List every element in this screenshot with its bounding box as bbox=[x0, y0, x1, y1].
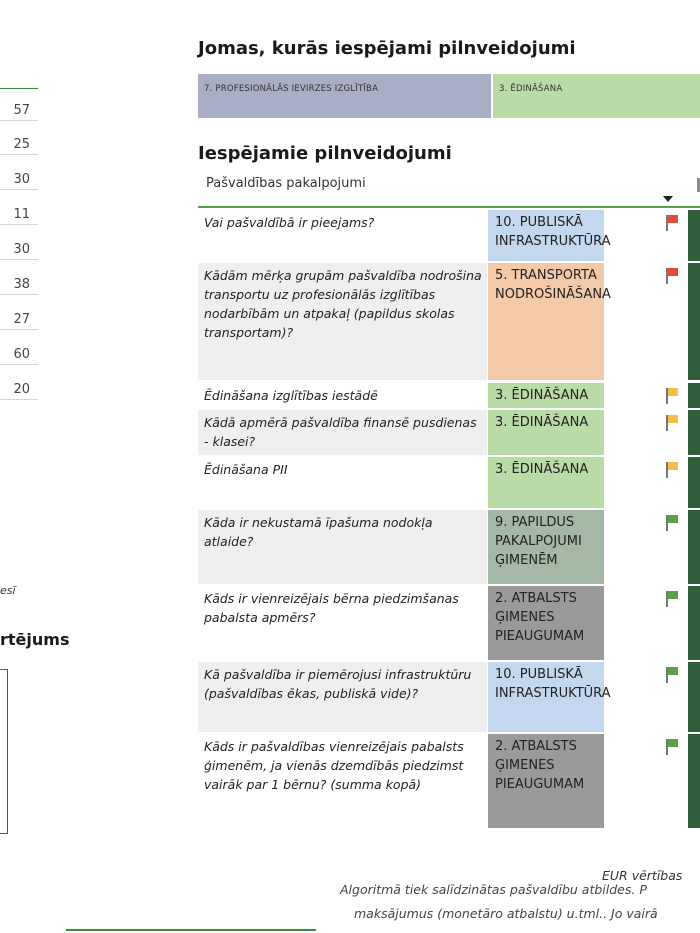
sort-down-icon[interactable] bbox=[663, 196, 673, 202]
question-cell: Ēdināšana PII bbox=[204, 462, 288, 477]
table-row[interactable] bbox=[198, 586, 700, 660]
green-flag-icon bbox=[666, 591, 680, 607]
green-flag-icon bbox=[666, 515, 680, 531]
red-flag-icon bbox=[666, 268, 680, 284]
next-column-cell bbox=[688, 457, 700, 508]
next-column-cell bbox=[688, 662, 700, 732]
left-heading: rtējums bbox=[0, 630, 70, 649]
divider bbox=[0, 88, 38, 89]
score-value: 38 bbox=[0, 274, 38, 295]
area-tag-label: 7. PROFESIONĀLĀS IEVIRZES IZGLĪTĪBA bbox=[204, 84, 379, 94]
improvements-title: Iespējamie pilnveidojumi bbox=[198, 143, 452, 164]
left-note: esī bbox=[0, 584, 16, 597]
column-header-services[interactable]: Pašvaldības pakalpojumi bbox=[206, 176, 366, 191]
next-column-cell bbox=[688, 586, 700, 660]
category-cell: 2. ATBALSTS ĢIMENES PIEAUGUMAM bbox=[488, 586, 604, 660]
category-cell: 3. ĒDINĀŠANA bbox=[488, 383, 604, 408]
category-cell: 10. PUBLISKĀ INFRASTRUKTŪRA bbox=[488, 662, 604, 732]
table-row[interactable] bbox=[198, 383, 700, 408]
question-cell: Vai pašvaldībā ir pieejams? bbox=[204, 215, 375, 230]
next-column-cell bbox=[688, 383, 700, 408]
category-cell: 2. ATBALSTS ĢIMENES PIEAUGUMAM bbox=[488, 734, 604, 828]
areas-title: Jomas, kurās iespējami pilnveidojumi bbox=[198, 38, 576, 59]
question-cell: Kāds ir pašvaldības vienreizējais pabalsts ģimenēm, ja vienās dzemdībās piedzimst vairāk par 1 bērnu? (summa kopā) bbox=[204, 739, 464, 792]
yellow-flag-icon bbox=[666, 388, 680, 404]
question-cell: Kādā apmērā pašvaldība finansē pusdienas - klasei? bbox=[198, 410, 487, 455]
yellow-flag-icon bbox=[666, 462, 680, 478]
category-cell: 9. PAPILDUS PAKALPOJUMI ĢIMENĒM bbox=[488, 510, 604, 584]
table-row[interactable] bbox=[198, 457, 700, 508]
score-value: 60 bbox=[0, 344, 38, 365]
area-tag-catering[interactable] bbox=[493, 74, 700, 118]
header-divider bbox=[198, 206, 700, 208]
score-value: 20 bbox=[0, 379, 38, 400]
green-flag-icon bbox=[666, 667, 680, 683]
table-row[interactable] bbox=[198, 662, 700, 732]
left-summary-panel bbox=[0, 0, 70, 933]
green-flag-icon bbox=[666, 739, 680, 755]
score-value: 57 bbox=[0, 100, 38, 121]
red-flag-icon bbox=[666, 215, 680, 231]
left-box-frame bbox=[0, 669, 8, 834]
area-tag-professional-education[interactable] bbox=[198, 74, 491, 118]
next-column-cell bbox=[688, 210, 700, 261]
table-row[interactable] bbox=[198, 510, 700, 584]
yellow-flag-icon bbox=[666, 415, 680, 431]
score-value: 25 bbox=[0, 134, 38, 155]
category-cell: 10. PUBLISKĀ INFRASTRUKTŪRA bbox=[488, 210, 604, 261]
table-row[interactable] bbox=[198, 734, 700, 828]
question-cell: Ēdināšana izglītības iestādē bbox=[204, 388, 378, 403]
score-value: 30 bbox=[0, 239, 38, 260]
next-column-cell bbox=[688, 510, 700, 584]
category-cell: 5. TRANSPORTA NODROŠINĀŠANA bbox=[488, 263, 604, 380]
algorithm-note-line-1: Algoritmā tiek salīdzinātas pašvaldību atbildes. P bbox=[340, 882, 647, 897]
category-cell: 3. ĒDINĀŠANA bbox=[488, 410, 604, 455]
question-cell: Kā pašvaldība ir piemērojusi infrastruktūru (pašvaldības ēkas, publiskā vide)? bbox=[198, 662, 487, 732]
question-cell: Kādām mērķa grupām pašvaldība nodrošina transportu uz profesionālās izglītības nodarbībām un atpakaļ (papildus skolas transportam)? bbox=[198, 263, 487, 380]
next-column-cell bbox=[688, 410, 700, 455]
table-row[interactable] bbox=[198, 210, 700, 261]
question-cell: Kāda ir nekustamā īpašuma nodokļa atlaide? bbox=[198, 510, 487, 584]
table-row[interactable] bbox=[198, 263, 700, 380]
score-value: 27 bbox=[0, 309, 38, 330]
category-cell: 3. ĒDINĀŠANA bbox=[488, 457, 604, 508]
question-cell: Kāds ir vienreizējais bērna piedzimšanas pabalsta apmērs? bbox=[204, 591, 459, 625]
eur-note: EUR vērtības bbox=[602, 868, 683, 883]
area-tag-label: 3. ĒDINĀŠANA bbox=[499, 84, 563, 94]
score-value: 11 bbox=[0, 204, 38, 225]
score-value: 30 bbox=[0, 169, 38, 190]
next-column-cell bbox=[688, 263, 700, 380]
algorithm-note-line-2: maksājumus (monetāro atbalstu) u.tml.. Jo vairā bbox=[354, 906, 658, 921]
table-row[interactable] bbox=[198, 410, 700, 455]
divider bbox=[66, 929, 316, 931]
next-column-cell bbox=[688, 734, 700, 828]
